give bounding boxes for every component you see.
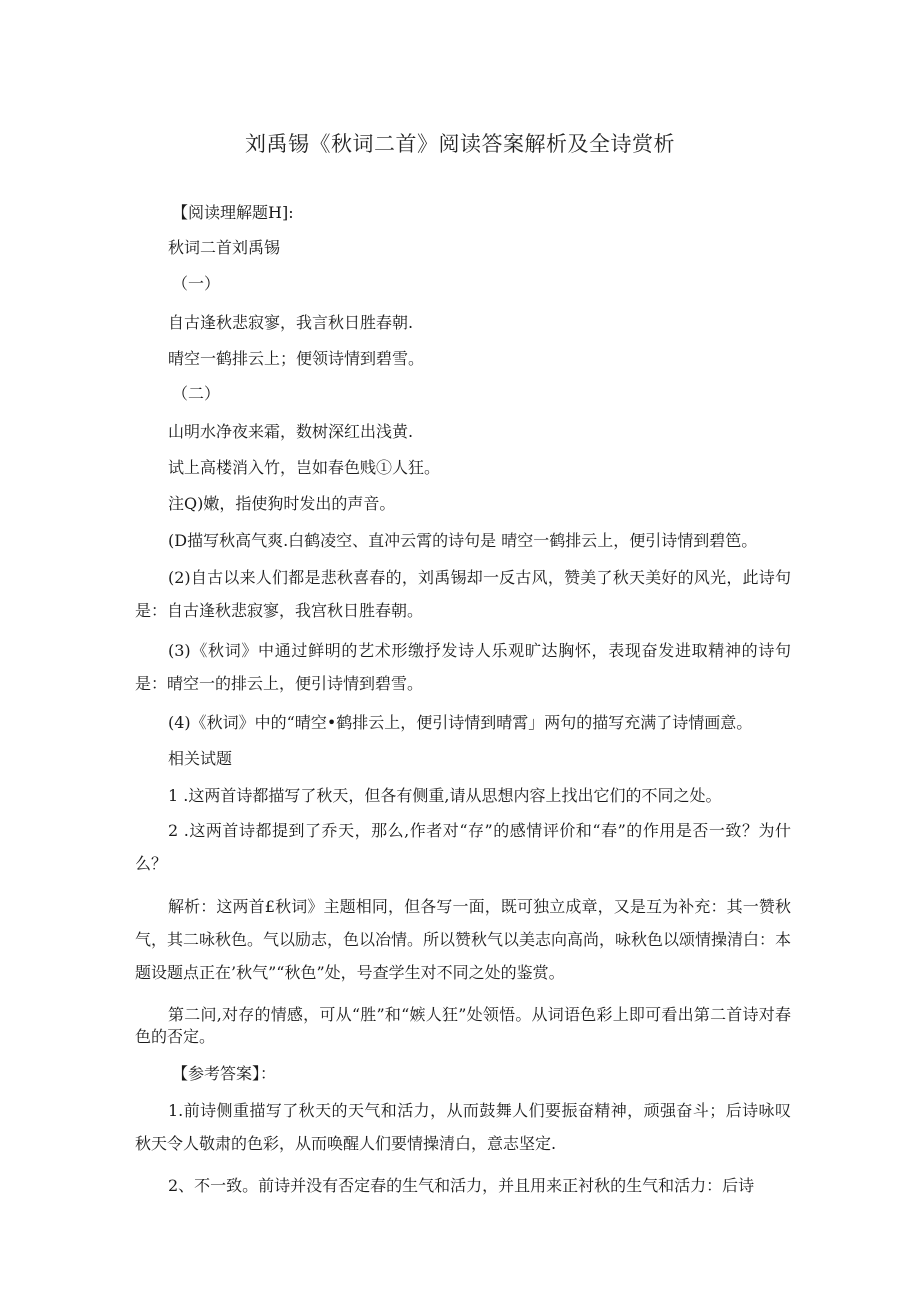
document-title: 刘禹锡《秋词二首》阅读答案解析及全诗赏析 [245,132,675,156]
section-answer-heading: 【参考答案】： [172,1064,277,1083]
question-1: (D描写秋高气爽.白鹤凌空、直冲云霄的诗句是 晴空一鹤排云上，便引诗情到碧笆。 [168,531,758,550]
poem-2-number: （二） [172,384,221,403]
section-reading-heading: 【阅读理解题H]: [172,203,294,222]
poem-1-line-2: 晴空一鹤排云上；便领诗情到碧雪。 [168,349,425,368]
related-heading: 相关试题 [168,749,233,768]
answer-2: 2、不一致。前诗并没有否定春的生气和活力，并且用来正衬秋的生气和活力：后诗 [168,1176,755,1195]
poem-2-line-1: 山明水净夜来霜，数树深红出浅黄. [168,422,414,441]
answer-1: 1.前诗侧重描写了秋天的天气和活力，从而鼓舞人们要振奋精神，顽强奋斗；后诗咏叹秋天令人敬肃的色彩，从而唤醒人们要情操清白，意志坚定. [135,1101,791,1153]
poem-1-number: （一） [172,274,221,293]
question-3: (3)《秋词》中通过鲜明的艺术形缴抒发诗人乐观旷达胸怀，表现奋发进取精神的诗句是：晴空一的排云上，便引诗情到碧雪。 [135,641,791,693]
poem-title: 秋词二首刘禹锡 [168,238,281,257]
question-2: (2)自古以来人们都是悲秋喜春的，刘禹锡却一反古风，赞美了秋天美好的风光，此诗句是：自古逢秋悲寂寥，我宫秋日胜春朝。 [135,568,791,620]
analysis-paragraph-2: 第二问,对存的情感，可从“胜”和“嫉人狂”处领悟。从词语色彩上即可看出第二首诗对春色的否定。 [135,1005,791,1046]
question-4: (4)《秋词》中的“晴空•鹤排云上，便引诗情到晴霄」两句的描写充满了诗情画意。 [168,713,753,732]
poem-2-line-2: 试上高楼消入竹，岂如春色贱①人狂。 [168,458,441,477]
related-question-2: 2 .这两首诗都提到了乔天，那么,作者对“存”的感情评价和“春”的作用是否一致？为什么？ [135,821,791,873]
poem-note: 注Q)嫩，指使狗时发出的声音。 [168,494,396,513]
related-question-1: 1 .这两首诗都描写了秋天，但各有侧重,请从思想内容上找出它们的不同之处。 [168,786,722,805]
poem-1-line-1: 自古逢秋悲寂寥，我言秋日胜春朝. [168,313,414,332]
analysis-paragraph-1: 解析：这两首£秋词》主题相同，但各写一面，既可独立成章，又是互为补充：其一赞秋气，其二咏秋色。气以励志，色以冶情。所以赞秋气以美志向高尚，咏秋色以颂情操清白：本题设题点正在’秋气”“秋色”处，号查学生对不同之处的鉴赏。 [135,897,792,982]
